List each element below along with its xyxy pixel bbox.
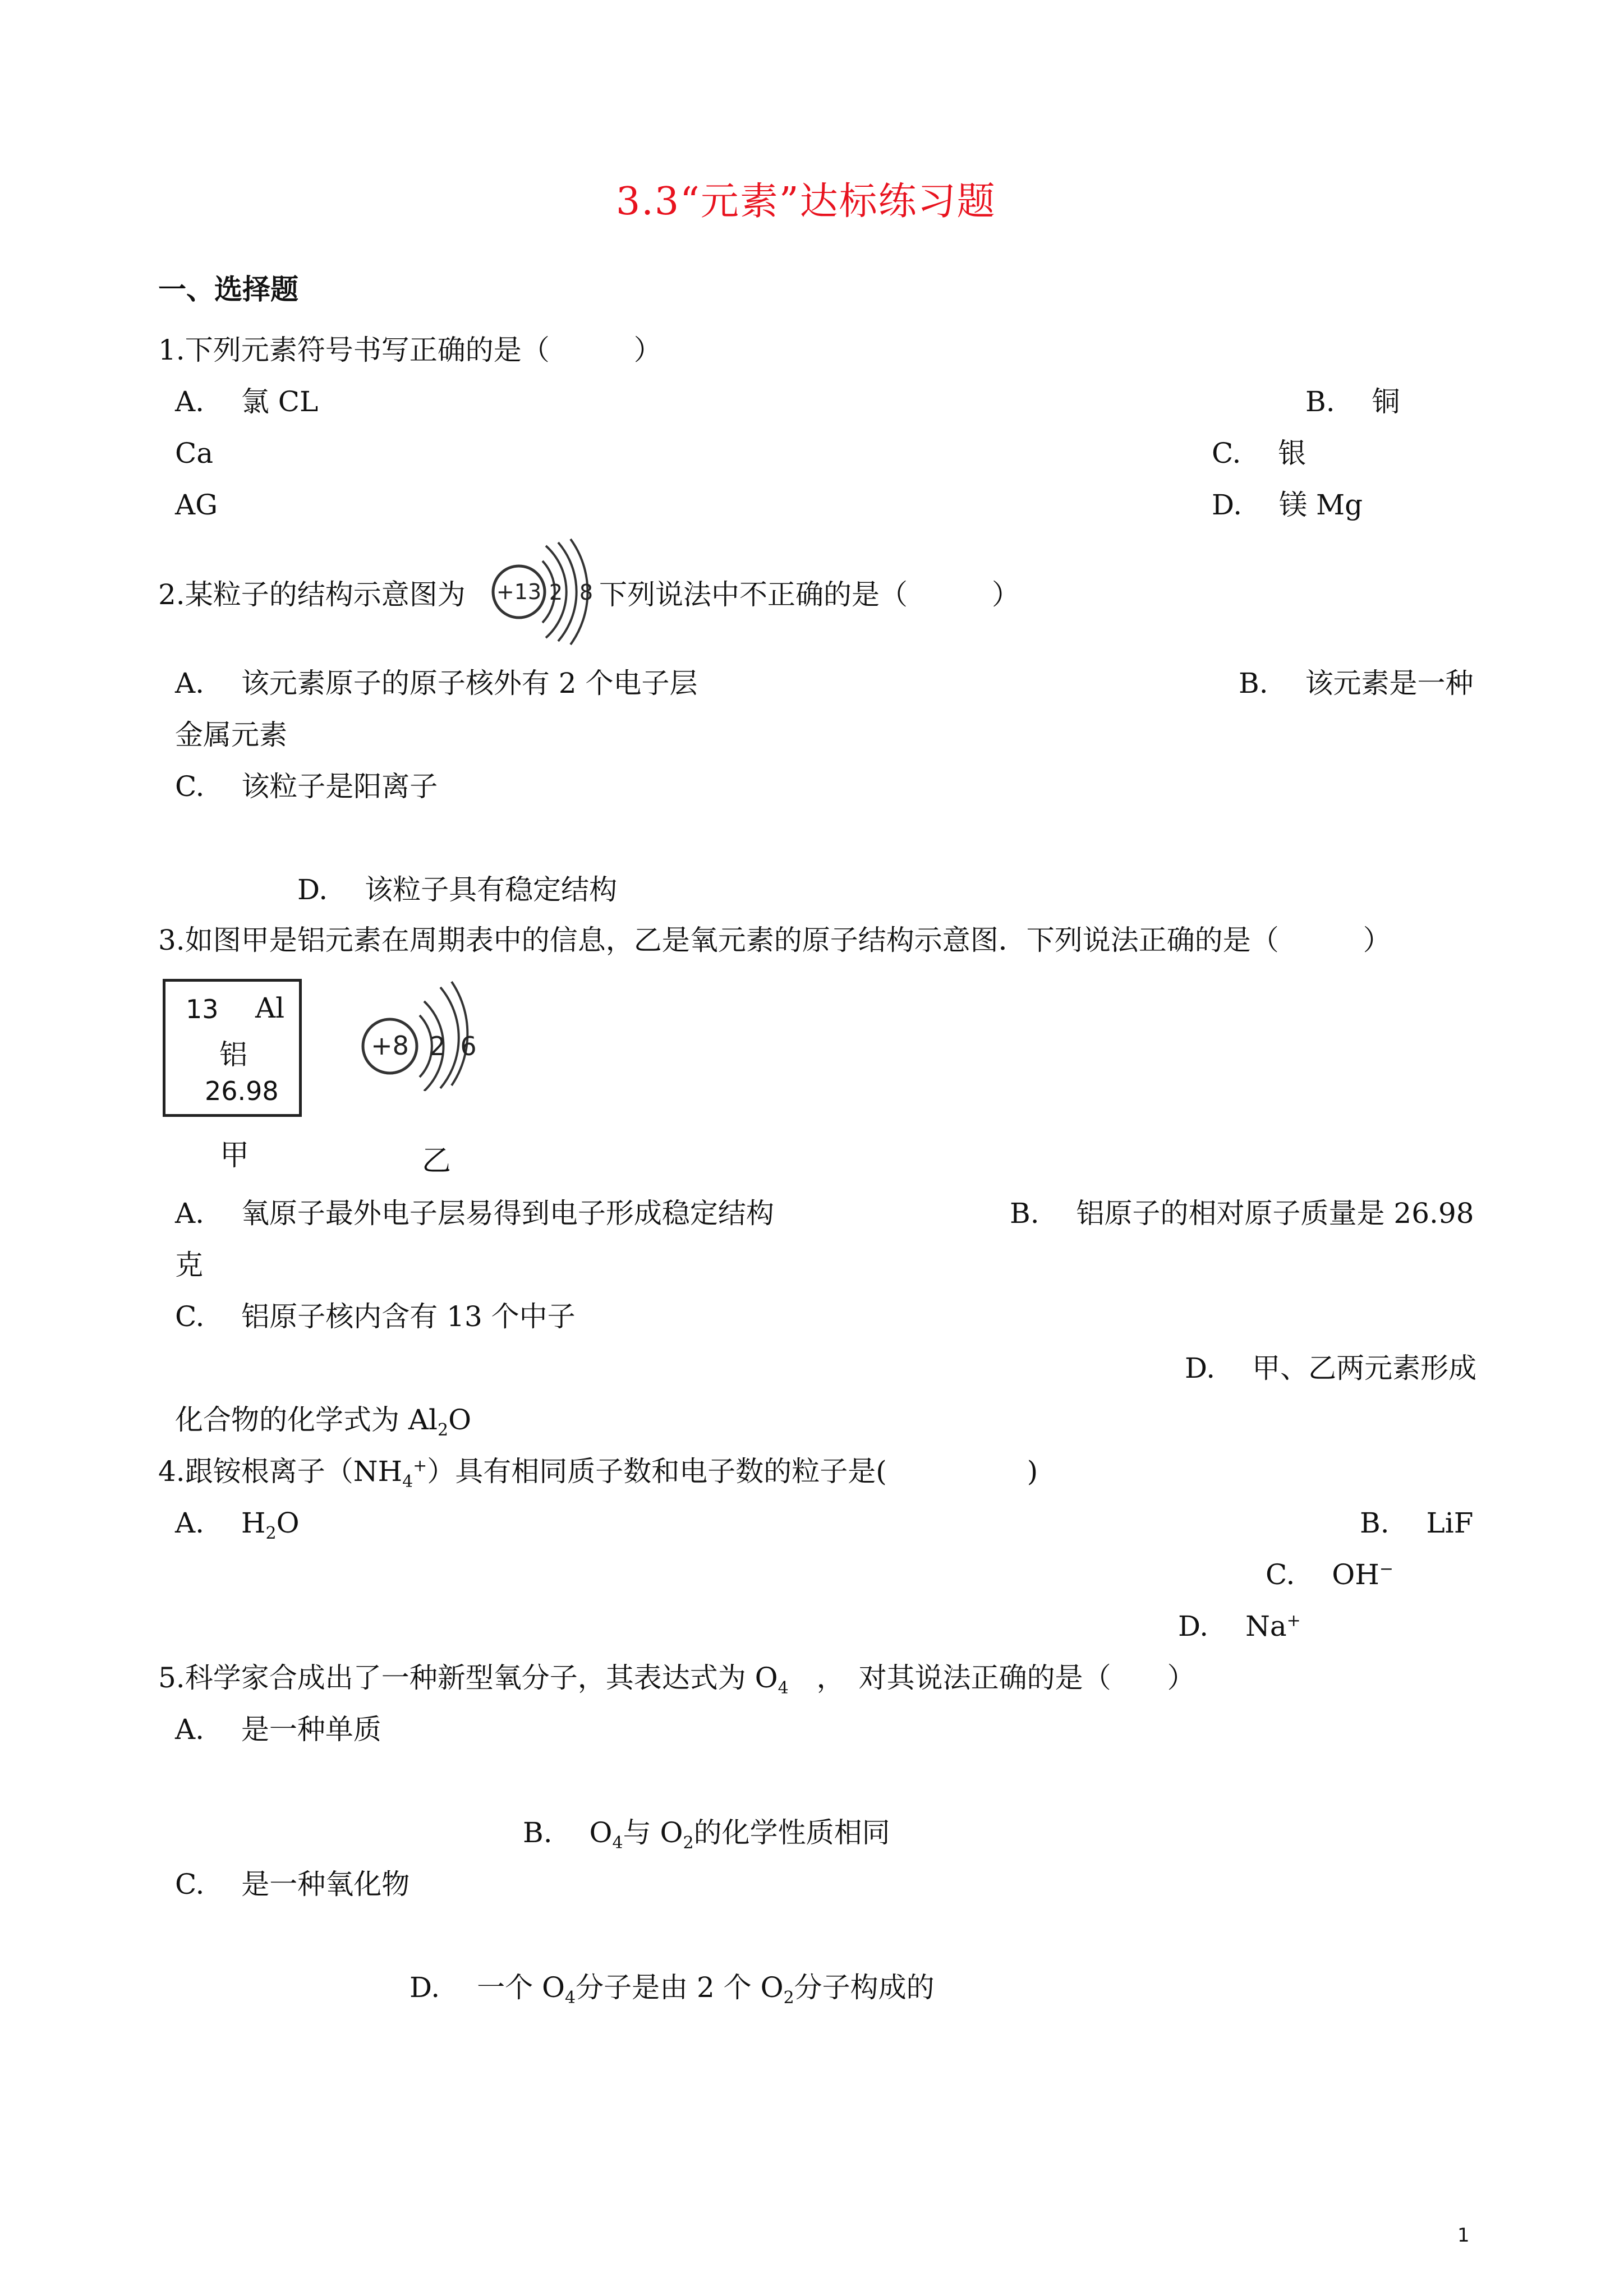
q3-caption-jia: 甲 <box>220 1139 250 1172</box>
q3-oxygen-nucleus-charge: +8 <box>371 1030 409 1061</box>
q3-option-b-cont: 克 <box>175 1249 203 1281</box>
q3-oxygen-shell-2-count: 6 <box>460 1031 477 1061</box>
q1-option-b-cont: Ca <box>175 437 214 470</box>
q2-option-c: C. 该粒子是阳离子 <box>175 770 438 803</box>
q3-atomic-number: 13 <box>186 994 219 1024</box>
q2-shell-2-count: 8 <box>579 580 594 605</box>
q3-stem: 3.如图甲是铝元素在周期表中的信息，乙是氧元素的原子结构示意图．下列说法正确的是（ ） <box>158 924 1391 956</box>
q1-option-c: C. 银 <box>1212 437 1306 470</box>
q2-option-a: A. 该元素原子的原子核外有 2 个电子层 <box>175 667 698 700</box>
q2-structure-diagram <box>480 530 603 654</box>
q4-stem: 4.跟铵根离子$(NH_4^+)$具有相同质子数和电子数的粒子是( ) <box>158 1455 1038 1492</box>
q2-stem-pre: 2.某粒子的结构示意图为 <box>158 578 466 611</box>
q2-shell-1-count: 2 <box>549 580 563 605</box>
q3-option-a: A. 氧原子最外电子层易得到电子形成稳定结构 <box>175 1197 774 1230</box>
q2-stem-post: 下列说法中不正确的是（ ） <box>599 578 1020 611</box>
q5-option-c: C. 是一种氧化物 <box>175 1868 410 1901</box>
q1-option-a: A. 氯 CL <box>175 385 319 418</box>
q2-option-b: B. 该元素是一种 <box>1239 667 1474 700</box>
q4-option-b: B. LiF <box>1360 1507 1474 1539</box>
q2-option-d: D. 该粒子具有稳定结构 <box>297 873 618 906</box>
document-title: 3.3“元素”达标练习题 <box>616 180 996 224</box>
q1-option-c-cont: AG <box>175 489 218 521</box>
q4-option-a: A. $H_2O$ <box>175 1507 300 1543</box>
q3-oxygen-atom-diagram <box>353 979 488 1091</box>
q1-option-b: B. 铜 <box>1305 385 1400 418</box>
q3-option-d-cont: 化合物的化学式为 $Al_2O$ <box>175 1404 472 1440</box>
q3-oxygen-shell-1-count: 2 <box>429 1031 446 1061</box>
q4-option-d: D. Na+ <box>1178 1610 1301 1642</box>
q3-element-box <box>163 979 302 1117</box>
q4-option-c: C. OH− <box>1266 1558 1393 1591</box>
q3-caption-yi: 乙 <box>422 1144 452 1178</box>
q1-stem: 1.下列元素符号书写正确的是（ ） <box>158 334 662 366</box>
q5-option-a: A. 是一种单质 <box>175 1713 381 1746</box>
q3-option-d: D. 甲、乙两元素形成 <box>1185 1352 1477 1384</box>
q3-option-c: C. 铝原子核内含有 13 个中子 <box>175 1300 576 1333</box>
q5-stem: 5.科学家合成出了一种新型氧分子，其表达式为 $O_4$ ， 对其说法正确的是（ ） <box>158 1662 1195 1698</box>
q3-atomic-mass: 26.98 <box>205 1076 279 1106</box>
q5-option-b: B. $O_4$与 $O_2$的化学性质相同 <box>523 1816 890 1853</box>
q3-option-b: B. 铝原子的相对原子质量是 26.98 <box>1010 1197 1474 1230</box>
section-heading: 一、选择题 <box>158 273 298 306</box>
q3-element-symbol: Al <box>255 992 285 1024</box>
q2-nucleus-charge: +13 <box>496 579 542 604</box>
q2-option-b-cont: 金属元素 <box>175 719 287 751</box>
page-number: 1 <box>1457 2224 1470 2247</box>
q1-option-d: D. 镁 Mg <box>1212 489 1363 521</box>
q3-element-name: 铝 <box>219 1038 247 1071</box>
q5-option-d: D. 一个 $O_4$分子是由 2 个 $O_2$分子构成的 <box>410 1971 935 2008</box>
